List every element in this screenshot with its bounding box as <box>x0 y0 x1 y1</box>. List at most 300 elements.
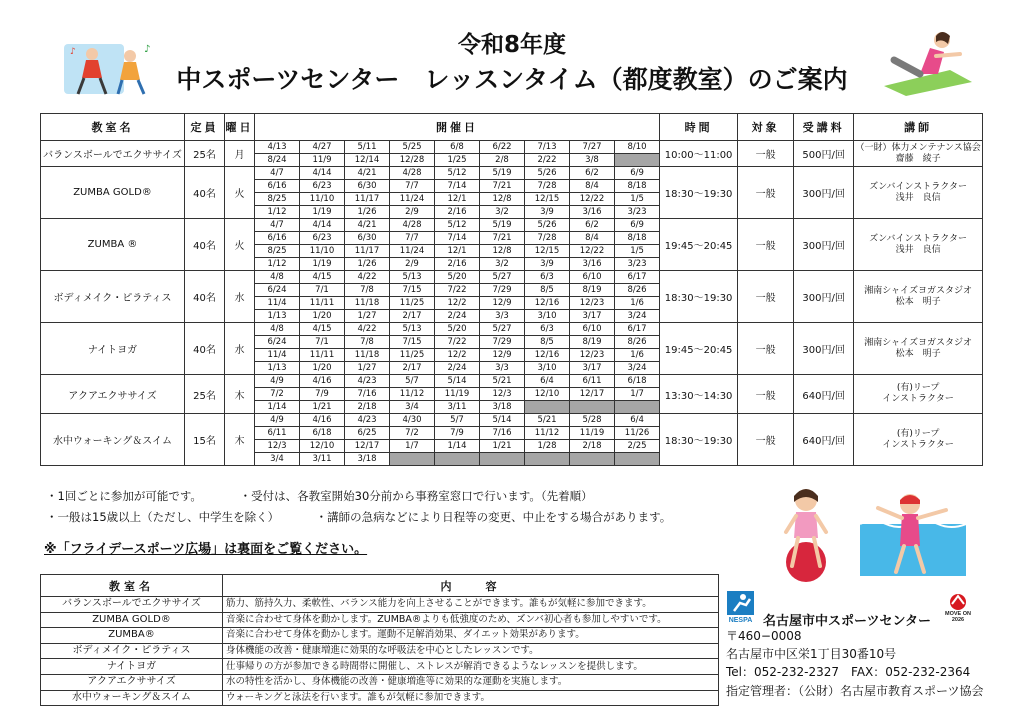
class-capacity: 25名 <box>185 375 225 414</box>
instructor-name: 浅井 良信 <box>895 244 941 255</box>
instructor-name: 松本 明子 <box>895 348 941 359</box>
class-target: 一般 <box>738 271 794 323</box>
date-cell: 6/9 <box>615 219 660 232</box>
date-cell: 6/23 <box>300 180 345 193</box>
date-cell: 2/9 <box>390 206 435 219</box>
date-cell: 6/2 <box>570 219 615 232</box>
date-cell: 7/14 <box>435 232 480 245</box>
date-cell: 11/24 <box>390 245 435 258</box>
class-instructor <box>854 375 983 414</box>
page-title-year: 令和8年度 <box>457 32 566 58</box>
date-cell: 3/18 <box>480 401 525 414</box>
date-cell: 1/21 <box>480 440 525 453</box>
date-cell: 1/20 <box>300 362 345 375</box>
date-cell: 4/21 <box>345 167 390 180</box>
date-cell: 3/24 <box>615 362 660 375</box>
date-cell: 3/18 <box>345 453 390 466</box>
date-cell: 3/17 <box>570 362 615 375</box>
desc-content: 仕事帰りの方が参加できる時間帯に開催し、ストレスが解消できるようなレッスンを提供します。 <box>223 659 719 675</box>
date-cell: 12/28 <box>390 154 435 167</box>
class-target: 一般 <box>738 219 794 271</box>
date-cell: 7/21 <box>480 232 525 245</box>
desc-class-name: ナイトヨガ <box>41 659 223 675</box>
class-instructor <box>854 167 983 219</box>
date-cell: 12/17 <box>345 440 390 453</box>
date-cell: 11/10 <box>300 193 345 206</box>
date-cell <box>570 401 615 414</box>
date-cell: 8/5 <box>525 336 570 349</box>
class-name: アクアエクササイズ <box>41 375 185 414</box>
date-cell: 7/15 <box>390 284 435 297</box>
date-cell: 6/22 <box>480 141 525 154</box>
date-cell: 3/2 <box>480 206 525 219</box>
date-cell: 6/16 <box>255 232 300 245</box>
date-cell: 4/15 <box>300 323 345 336</box>
class-instructor <box>854 219 983 271</box>
date-cell <box>525 453 570 466</box>
schedule-row <box>41 323 983 336</box>
date-cell: 12/1 <box>435 193 480 206</box>
date-cell: 2/16 <box>435 258 480 271</box>
date-cell: 2/22 <box>525 154 570 167</box>
date-cell: 4/27 <box>300 141 345 154</box>
date-cell: 3/4 <box>255 453 300 466</box>
instructor-org: (有)リープ <box>896 428 940 439</box>
date-cell: 8/18 <box>615 232 660 245</box>
date-cell: 8/26 <box>615 284 660 297</box>
date-cell: 1/21 <box>300 401 345 414</box>
desc-content: 筋力、筋持久力、柔軟性、バランス能力を向上させることができます。誰もが気軽に参加できます。 <box>223 597 719 613</box>
postal-code: 〒460−0008 <box>726 629 802 643</box>
class-fee: 500円/回 <box>794 141 854 167</box>
date-cell: 8/25 <box>255 245 300 258</box>
date-cell: 11/9 <box>300 154 345 167</box>
date-cell: 5/13 <box>390 323 435 336</box>
desc-content: 水の特性を活かし、身体機能の改善・健康増進等に効果的な運動を実施します。 <box>223 674 719 690</box>
date-cell: 11/17 <box>345 245 390 258</box>
date-cell <box>570 453 615 466</box>
date-cell: 4/16 <box>300 375 345 388</box>
schedule-header-row <box>41 114 983 141</box>
date-cell: 7/7 <box>390 180 435 193</box>
date-cell: 5/7 <box>390 375 435 388</box>
date-cell: 6/17 <box>615 271 660 284</box>
instructor-org: ズンバインストラクター <box>869 181 968 192</box>
schedule-table <box>40 113 983 466</box>
date-cell: 1/6 <box>615 297 660 310</box>
class-target: 一般 <box>738 141 794 167</box>
class-name: ZUMBA ® <box>41 219 185 271</box>
class-capacity: 40名 <box>185 219 225 271</box>
date-cell: 5/14 <box>435 375 480 388</box>
date-cell: 1/5 <box>615 193 660 206</box>
note-per-session: ・1回ごとに参加が可能です。 <box>46 489 202 503</box>
description-body <box>41 597 719 706</box>
pilates-woman-illustration <box>880 30 974 96</box>
date-cell: 5/25 <box>390 141 435 154</box>
class-instructor <box>854 323 983 375</box>
date-cell: 6/3 <box>525 271 570 284</box>
desc-class-name: アクアエクササイズ <box>41 674 223 690</box>
class-description-table <box>40 574 719 706</box>
date-cell: 2/9 <box>390 258 435 271</box>
date-cell: 1/19 <box>300 258 345 271</box>
date-cell: 3/16 <box>570 258 615 271</box>
class-target: 一般 <box>738 167 794 219</box>
date-cell: 7/22 <box>435 284 480 297</box>
date-cell: 3/11 <box>300 453 345 466</box>
date-cell: 12/9 <box>480 297 525 310</box>
desc-header-content: 内 容 <box>223 575 719 597</box>
date-cell: 1/5 <box>615 245 660 258</box>
instructor-org: （一財）体力メンテナンス協会 <box>855 142 981 153</box>
date-cell: 6/8 <box>435 141 480 154</box>
date-cell: 7/28 <box>525 232 570 245</box>
header-instructor: 講師 <box>854 114 983 141</box>
date-cell: 7/9 <box>300 388 345 401</box>
header-weekday: 曜日 <box>225 114 255 141</box>
date-cell: 11/19 <box>570 427 615 440</box>
date-cell: 11/12 <box>525 427 570 440</box>
date-cell: 4/8 <box>255 323 300 336</box>
description-row <box>41 597 719 613</box>
instructor-name: インストラクター <box>882 394 954 404</box>
date-cell: 5/20 <box>435 271 480 284</box>
date-cell: 12/9 <box>480 349 525 362</box>
date-cell: 7/8 <box>345 284 390 297</box>
class-name: ZUMBA GOLD® <box>41 167 185 219</box>
class-weekday: 火 <box>225 219 255 271</box>
date-cell: 4/23 <box>345 375 390 388</box>
date-cell: 11/11 <box>300 297 345 310</box>
date-cell: 1/7 <box>615 388 660 401</box>
description-row <box>41 690 719 706</box>
schedule-row <box>41 141 983 154</box>
date-cell: 5/21 <box>480 375 525 388</box>
date-cell: 3/8 <box>570 154 615 167</box>
date-cell: 6/16 <box>255 180 300 193</box>
class-name: バランスボールでエクササイズ <box>41 141 185 167</box>
date-cell: 2/18 <box>345 401 390 414</box>
date-cell: 3/17 <box>570 310 615 323</box>
schedule-row <box>41 219 983 232</box>
date-cell: 5/12 <box>435 219 480 232</box>
class-weekday: 水 <box>225 271 255 323</box>
class-fee: 300円/回 <box>794 271 854 323</box>
description-row <box>41 612 719 628</box>
date-cell: 7/27 <box>570 141 615 154</box>
date-cell: 2/25 <box>615 440 660 453</box>
class-fee: 640円/回 <box>794 375 854 414</box>
date-cell: 4/28 <box>390 219 435 232</box>
date-cell: 2/16 <box>435 206 480 219</box>
date-cell: 1/14 <box>255 401 300 414</box>
date-cell: 4/22 <box>345 271 390 284</box>
date-cell: 7/13 <box>525 141 570 154</box>
date-cell: 7/21 <box>480 180 525 193</box>
date-cell: 3/3 <box>480 310 525 323</box>
move-on-2026-logo-icon <box>941 592 975 622</box>
date-cell: 6/4 <box>525 375 570 388</box>
date-cell: 1/26 <box>345 258 390 271</box>
date-cell: 7/9 <box>435 427 480 440</box>
class-fee: 640円/回 <box>794 414 854 466</box>
date-cell: 3/24 <box>615 310 660 323</box>
date-cell <box>615 453 660 466</box>
date-cell: 3/10 <box>525 310 570 323</box>
date-cell: 8/10 <box>615 141 660 154</box>
schedule-row <box>41 167 983 180</box>
move-on-logo-text: MOVE ON <box>945 611 971 617</box>
date-cell: 8/4 <box>570 232 615 245</box>
date-cell: 6/10 <box>570 271 615 284</box>
date-cell: 11/19 <box>435 388 480 401</box>
date-cell: 7/15 <box>390 336 435 349</box>
class-target: 一般 <box>738 414 794 466</box>
date-cell: 6/30 <box>345 232 390 245</box>
date-cell: 11/18 <box>345 349 390 362</box>
date-cell: 1/14 <box>435 440 480 453</box>
date-cell: 4/13 <box>255 141 300 154</box>
date-cell: 5/19 <box>480 219 525 232</box>
date-cell: 7/7 <box>390 232 435 245</box>
class-capacity: 15名 <box>185 414 225 466</box>
nespa-logo-icon <box>726 591 756 623</box>
date-cell: 7/16 <box>480 427 525 440</box>
note-age: ・一般は15歳以上（ただし、中学生を除く） <box>46 510 280 524</box>
date-cell: 7/2 <box>255 388 300 401</box>
desc-class-name: バランスボールでエクササイズ <box>41 597 223 613</box>
date-cell: 8/4 <box>570 180 615 193</box>
date-cell: 12/16 <box>525 297 570 310</box>
date-cell: 3/11 <box>435 401 480 414</box>
date-cell: 6/10 <box>570 323 615 336</box>
date-cell: 5/14 <box>480 414 525 427</box>
date-cell: 5/20 <box>435 323 480 336</box>
class-weekday: 水 <box>225 323 255 375</box>
notes-line-1 <box>46 488 593 504</box>
class-time: 19:45～20:45 <box>660 323 738 375</box>
date-cell: 6/11 <box>255 427 300 440</box>
date-cell: 6/24 <box>255 284 300 297</box>
class-time: 13:30～14:30 <box>660 375 738 414</box>
date-cell: 2/18 <box>570 440 615 453</box>
date-cell: 6/25 <box>345 427 390 440</box>
instructor-name: 浅井 良信 <box>895 192 941 203</box>
date-cell: 8/24 <box>255 154 300 167</box>
date-cell: 11/11 <box>300 349 345 362</box>
date-cell <box>615 401 660 414</box>
class-name: ナイトヨガ <box>41 323 185 375</box>
date-cell: 7/28 <box>525 180 570 193</box>
date-cell: 3/23 <box>615 206 660 219</box>
notes-line-2 <box>46 509 671 525</box>
date-cell: 4/7 <box>255 219 300 232</box>
desc-content: ウォーキングと泳法を行います。誰もが気軽に参加できます。 <box>223 690 719 706</box>
date-cell: 1/20 <box>300 310 345 323</box>
header-class-name: 教室名 <box>41 114 185 141</box>
date-cell: 2/24 <box>435 362 480 375</box>
date-cell: 5/21 <box>525 414 570 427</box>
date-cell <box>480 453 525 466</box>
date-cell: 1/12 <box>255 258 300 271</box>
date-cell: 11/4 <box>255 349 300 362</box>
desc-class-name: ボディメイク・ピラティス <box>41 643 223 659</box>
class-capacity: 40名 <box>185 271 225 323</box>
date-cell: 1/28 <box>525 440 570 453</box>
move-on-logo-year: 2026 <box>951 617 965 622</box>
date-cell: 5/27 <box>480 323 525 336</box>
description-row <box>41 674 719 690</box>
date-cell: 7/29 <box>480 336 525 349</box>
date-cell: 5/13 <box>390 271 435 284</box>
date-cell: 1/26 <box>345 206 390 219</box>
class-weekday: 月 <box>225 141 255 167</box>
date-cell: 4/23 <box>345 414 390 427</box>
class-fee: 300円/回 <box>794 167 854 219</box>
date-cell: 12/8 <box>480 193 525 206</box>
date-cell: 6/18 <box>615 375 660 388</box>
class-instructor <box>854 141 983 167</box>
date-cell: 4/9 <box>255 375 300 388</box>
date-cell: 12/23 <box>570 297 615 310</box>
instructor-org: (有)リープ <box>896 383 940 393</box>
desc-class-name: ZUMBA GOLD® <box>41 612 223 628</box>
date-cell: 12/2 <box>435 297 480 310</box>
date-cell: 3/16 <box>570 206 615 219</box>
date-cell: 8/19 <box>570 336 615 349</box>
date-cell: 7/14 <box>435 180 480 193</box>
date-cell: 12/2 <box>435 349 480 362</box>
date-cell: 1/12 <box>255 206 300 219</box>
desc-header-name: 教室名 <box>41 575 223 597</box>
date-cell: 7/29 <box>480 284 525 297</box>
date-cell: 2/8 <box>480 154 525 167</box>
date-cell: 5/7 <box>435 414 480 427</box>
date-cell: 12/8 <box>480 245 525 258</box>
description-row <box>41 659 719 675</box>
instructor-name: 齋藤 綾子 <box>895 153 941 164</box>
date-cell: 3/9 <box>525 258 570 271</box>
date-cell: 12/22 <box>570 245 615 258</box>
date-cell <box>390 453 435 466</box>
date-cell: 5/26 <box>525 219 570 232</box>
description-row <box>41 643 719 659</box>
class-time: 10:00～11:00 <box>660 141 738 167</box>
class-fee: 300円/回 <box>794 323 854 375</box>
desc-content: 音楽に合わせて身体を動かします。ZUMBA®よりも低強度のため、ズンバ初心者も参加しやすいです。 <box>223 612 719 628</box>
date-cell: 5/27 <box>480 271 525 284</box>
date-cell: 12/10 <box>300 440 345 453</box>
schedule-body <box>41 141 983 466</box>
date-cell: 12/3 <box>480 388 525 401</box>
date-cell: 11/25 <box>390 297 435 310</box>
date-cell: 3/4 <box>390 401 435 414</box>
schedule-row <box>41 271 983 284</box>
date-cell: 2/24 <box>435 310 480 323</box>
date-cell: 8/26 <box>615 336 660 349</box>
date-cell: 1/7 <box>390 440 435 453</box>
date-cell: 5/11 <box>345 141 390 154</box>
date-cell: 4/21 <box>345 219 390 232</box>
class-time: 18:30～19:30 <box>660 271 738 323</box>
date-cell: 2/17 <box>390 310 435 323</box>
date-cell: 11/25 <box>390 349 435 362</box>
nespa-logo-text: NESPA <box>728 617 753 623</box>
date-cell <box>525 401 570 414</box>
date-cell: 12/3 <box>255 440 300 453</box>
header-target: 対象 <box>738 114 794 141</box>
girl-on-balance-ball-illustration <box>778 486 834 584</box>
class-name: 水中ウォーキング＆スイム <box>41 414 185 466</box>
class-capacity: 40名 <box>185 323 225 375</box>
desc-content: 身体機能の改善・健康増進に効果的な呼吸法を中心としたレッスンです。 <box>223 643 719 659</box>
class-weekday: 木 <box>225 375 255 414</box>
date-cell: 11/24 <box>390 193 435 206</box>
date-cell: 6/11 <box>570 375 615 388</box>
center-name: 名古屋市中スポーツセンター <box>763 614 931 629</box>
date-cell: 4/14 <box>300 219 345 232</box>
date-cell: 3/3 <box>480 362 525 375</box>
instructor-org: 湘南シャイズヨガスタジオ <box>864 337 972 348</box>
date-cell <box>435 453 480 466</box>
date-cell: 11/26 <box>615 427 660 440</box>
date-cell: 8/18 <box>615 180 660 193</box>
address: 名古屋市中区栄1丁目30番10号 <box>726 647 897 661</box>
schedule-row <box>41 375 983 388</box>
date-cell: 6/30 <box>345 180 390 193</box>
date-cell: 7/16 <box>345 388 390 401</box>
date-cell: 11/10 <box>300 245 345 258</box>
date-cell: 4/22 <box>345 323 390 336</box>
svg-text:♪: ♪ <box>144 44 151 55</box>
date-cell: 12/22 <box>570 193 615 206</box>
date-cell: 1/6 <box>615 349 660 362</box>
date-cell: 5/12 <box>435 167 480 180</box>
date-cell: 12/16 <box>525 349 570 362</box>
class-time: 19:45～20:45 <box>660 219 738 271</box>
date-cell: 12/15 <box>525 245 570 258</box>
date-cell: 8/25 <box>255 193 300 206</box>
note-cancellation: ・講師の急病などにより日程等の変更、中止をする場合があります。 <box>315 510 672 524</box>
date-cell: 3/23 <box>615 258 660 271</box>
header-dates: 開催日 <box>255 114 660 141</box>
date-cell: 2/17 <box>390 362 435 375</box>
description-row <box>41 628 719 644</box>
date-cell: 12/14 <box>345 154 390 167</box>
instructor-name: インストラクター <box>882 439 954 450</box>
date-cell: 12/17 <box>570 388 615 401</box>
date-cell: 3/9 <box>525 206 570 219</box>
class-fee: 300円/回 <box>794 219 854 271</box>
date-cell: 1/27 <box>345 362 390 375</box>
date-cell: 4/7 <box>255 167 300 180</box>
date-cell: 6/17 <box>615 323 660 336</box>
aqua-exercise-illustration <box>860 490 966 580</box>
date-cell: 3/2 <box>480 258 525 271</box>
date-cell: 7/8 <box>345 336 390 349</box>
instructor-name: 松本 明子 <box>895 296 941 307</box>
date-cell: 1/19 <box>300 206 345 219</box>
date-cell: 4/8 <box>255 271 300 284</box>
date-cell: 5/26 <box>525 167 570 180</box>
class-instructor <box>854 414 983 466</box>
date-cell: 11/4 <box>255 297 300 310</box>
class-weekday: 火 <box>225 167 255 219</box>
date-cell: 6/18 <box>300 427 345 440</box>
class-name: ボディメイク・ピラティス <box>41 271 185 323</box>
date-cell: 7/22 <box>435 336 480 349</box>
